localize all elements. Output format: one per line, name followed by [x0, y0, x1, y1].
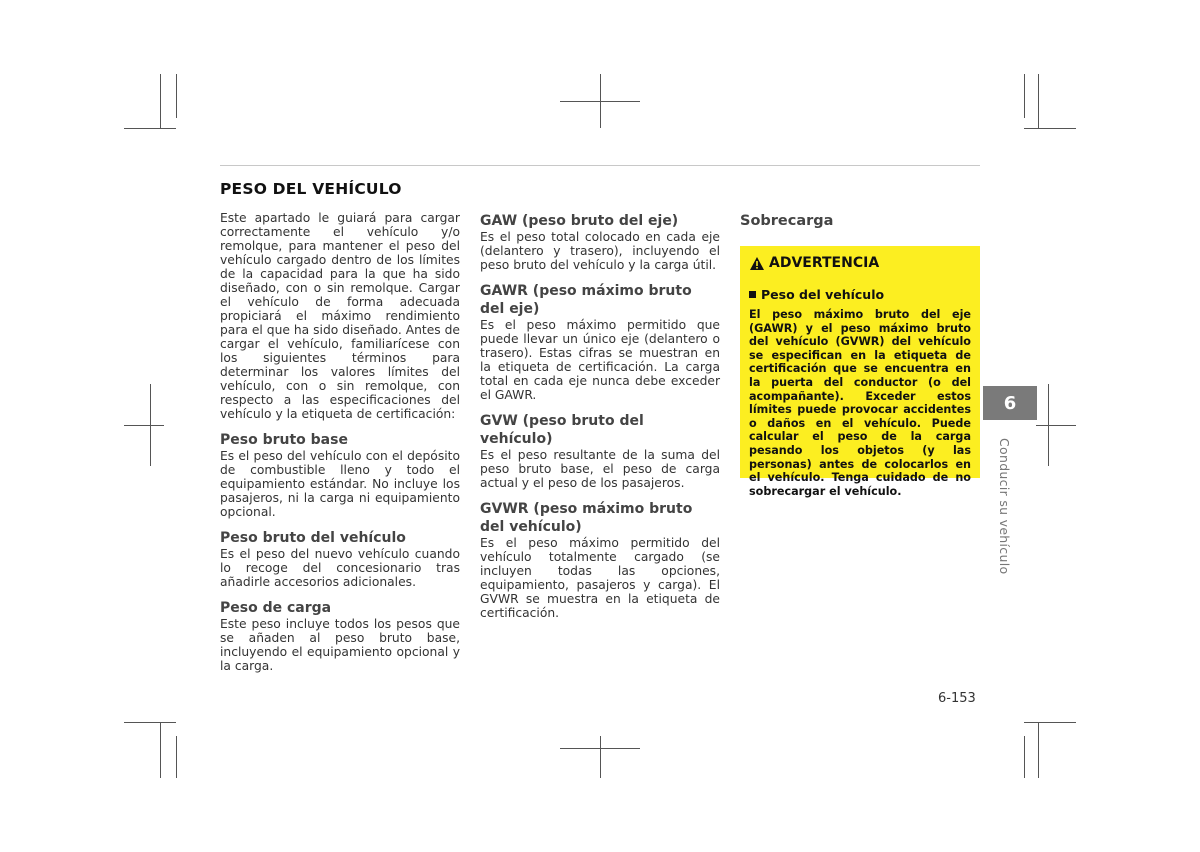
- section-text: Es el peso resultante de la suma del peso bruto base, el peso de carga actual y el peso de los pasajeros.: [480, 448, 720, 490]
- header-rule: [220, 165, 980, 166]
- section-heading: Peso bruto base: [220, 432, 348, 448]
- column-left: [220, 211, 460, 673]
- warning-label: ADVERTENCIA: [769, 255, 880, 271]
- chapter-tab: 6: [983, 386, 1037, 420]
- registration-mark: [1036, 425, 1076, 426]
- section-text: Es el peso total colocado en cada eje (delantero y trasero), incluyendo el peso bruto del vehículo y la carga útil.: [480, 230, 720, 272]
- section-text: Es el peso máximo permitido que puede llevar un único eje (delantero o trasero). Estas cifras se muestran en la etiqueta de certificación. La carga total en cada eje nunca debe exceder el GAWR.: [480, 318, 720, 402]
- crop-mark: [160, 74, 161, 128]
- section-heading-sobrecarga: Sobrecarga: [740, 213, 834, 229]
- registration-mark: [600, 736, 601, 778]
- section-heading: Peso bruto del vehículo: [220, 530, 406, 546]
- section-text: Este peso incluye todos los pesos que se añaden al peso bruto base, incluyendo el equipamiento opcional y la carga.: [220, 617, 460, 673]
- crop-mark: [124, 722, 176, 723]
- registration-mark: [600, 74, 601, 128]
- crop-mark: [176, 74, 177, 118]
- registration-mark: [1048, 384, 1049, 466]
- warning-text: El peso máximo bruto del eje (GAWR) y el peso máximo bruto del vehículo (GVWR) del vehículo se especifican en la etiqueta de certificación que se encuentra en la puerta del conductor (o del acompañante). Exceder estos límites puede provocar accidentes o daños en el vehículo. Puede calcular el peso de la carga pesando los objetos (y las personas) antes de colocarlos en el vehículo. Tenga cuidado de no sobrecargar el vehículo.: [749, 308, 971, 498]
- section-heading: GAW (peso bruto del eje): [480, 213, 679, 229]
- crop-mark: [124, 128, 176, 129]
- registration-mark: [124, 425, 164, 426]
- chapter-side-label: Conducir su vehículo: [997, 438, 1012, 575]
- section-heading: GVW (peso bruto del vehículo): [480, 413, 644, 447]
- crop-mark: [1038, 722, 1039, 778]
- section-heading: GAWR (peso máximo bruto del eje): [480, 283, 692, 317]
- section-text: Es el peso del vehículo con el depósito de combustible lleno y todo el equipamiento estándar. No incluye los pasajeros, ni la carga ni equipamiento opcional.: [220, 449, 460, 519]
- warning-header: [749, 255, 971, 271]
- crop-mark: [176, 736, 177, 778]
- crop-mark: [160, 722, 161, 778]
- crop-mark: [1024, 722, 1076, 723]
- page-title: PESO DEL VEHÍCULO: [220, 180, 402, 198]
- column-middle: [480, 212, 720, 620]
- crop-mark: [1024, 736, 1025, 778]
- crop-mark: [1024, 128, 1076, 129]
- section-text: Es el peso del nuevo vehículo cuando lo recoge del concesionario tras añadirle accesorios adicionales.: [220, 547, 460, 589]
- section-heading: GVWR (peso máximo bruto del vehículo): [480, 501, 693, 535]
- registration-mark: [150, 384, 151, 466]
- intro-paragraph: Este apartado le guiará para cargar correctamente el vehículo y/o remolque, para mantener el peso del vehículo cargado dentro de los límites de la capacidad para la que ha sido diseñado, con o sin remolque. Cargar el vehículo de forma adecuada propiciará el máximo rendimiento para el que ha sido diseñado. Antes de cargar el vehículo, familiarícese con los siguientes términos para determinar los valores límites del vehículo, con o sin remolque, con respecto a las especificaciones del vehículo y la etiqueta de certificación:: [220, 211, 460, 421]
- crop-mark: [1038, 74, 1039, 128]
- crop-mark: [1024, 74, 1025, 118]
- square-bullet-icon: [749, 291, 756, 298]
- section-text: Es el peso máximo permitido del vehículo totalmente cargado (se incluyen todas las opciones, equipamiento, pasajeros y carga). El GVWR se muestra en la etiqueta de certificación.: [480, 536, 720, 620]
- warning-subheading: [749, 287, 971, 302]
- page-number: 6-153: [938, 691, 976, 706]
- section-heading: Peso de carga: [220, 600, 332, 616]
- warning-box: [740, 246, 980, 498]
- column-right: [740, 212, 980, 230]
- warning-subheading-text: Peso del vehículo: [761, 287, 885, 302]
- warning-triangle-icon: [749, 256, 765, 271]
